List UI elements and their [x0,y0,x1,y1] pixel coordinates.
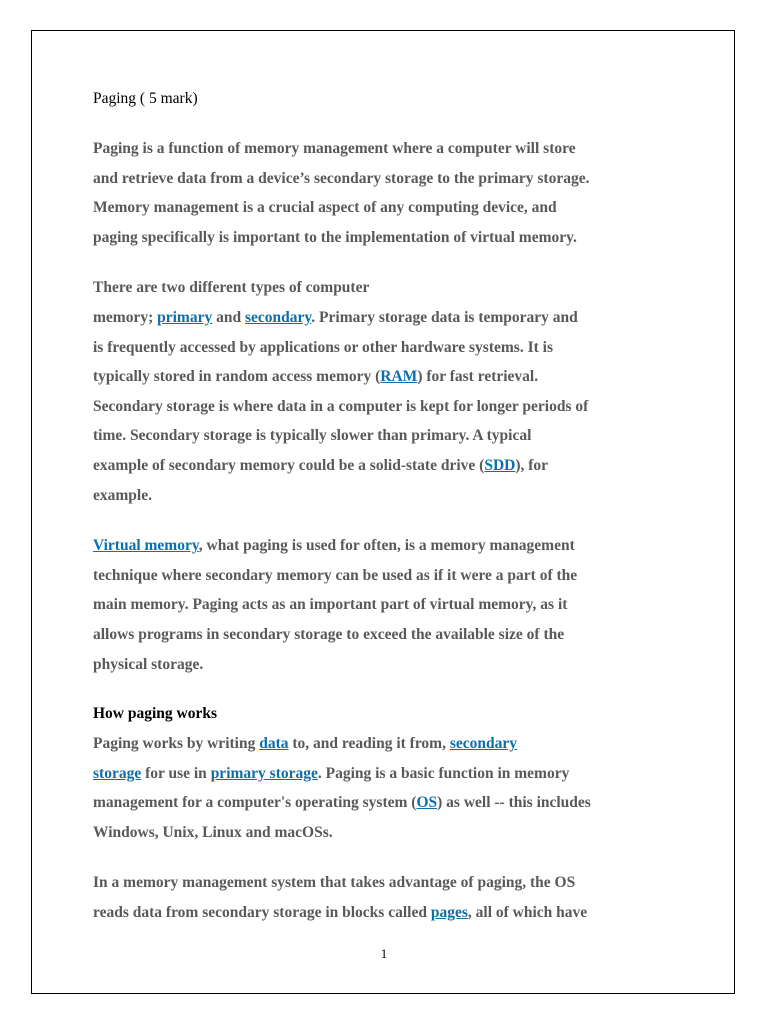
text-line: time. Secondary storage is typically slower than primary. A typical [93,427,532,445]
text-line: Paging works by writing data to, and reading it from, secondary [93,735,518,753]
paragraph-virtual-memory [93,531,683,679]
text-line: example of secondary memory could be a solid-state drive (SDD), for [93,456,549,474]
text-line: typically stored in random access memory (RAM) for fast retrieval. [93,368,539,386]
text-line: There are two different types of computer [93,279,370,297]
text-line: allows programs in secondary storage to exceed the available size of the [93,625,565,643]
text-line: Secondary storage is where data in a computer is kept for longer periods of [93,397,589,415]
text-line: In a memory management system that takes advantage of paging, the OS [93,874,576,892]
text-line: memory; primary and secondary. Primary storage data is temporary and [93,308,578,326]
link-secondary-storage[interactable]: secondary [449,735,518,753]
text-line: main memory. Paging acts as an important part of virtual memory, as it [93,596,568,614]
text-line: technique where secondary memory can be used as if it were a part of the [93,566,578,584]
text-line: Windows, Unix, Linux and macOSs. [93,823,333,841]
paragraph-memory-types [93,273,683,510]
link-ram[interactable]: RAM [380,368,418,386]
paragraph-pages [93,868,683,927]
text-line: Memory management is a crucial aspect of any computing device, and [93,199,557,217]
section-heading: How paging works [93,705,218,723]
text-line: example. [93,486,152,504]
link-secondary[interactable]: secondary [244,308,312,326]
link-sdd[interactable]: SDD [484,456,516,474]
link-pages[interactable]: pages [430,904,468,922]
text-line: is frequently accessed by applications or other hardware systems. It is [93,338,553,356]
text-line: physical storage. [93,655,204,673]
link-os[interactable]: OS [416,794,438,812]
text-line: reads data from secondary storage in blocks called pages, all of which have [93,904,588,922]
document-body [93,84,683,928]
link-primary[interactable]: primary [157,308,213,326]
text-line: Paging is a function of memory management where a computer will store [93,140,576,157]
document-title: Paging ( 5 mark) [93,90,198,107]
link-secondary-storage-cont[interactable]: storage [93,764,142,782]
link-primary-storage[interactable]: primary storage [210,764,318,782]
text-line: management for a computer's operating system (OS) as well -- this includes [93,794,591,812]
link-data[interactable]: data [259,735,289,753]
text-line: and retrieve data from a device’s secondary storage to the primary storage. [93,169,590,187]
paragraph-intro [93,134,683,252]
text-line: Virtual memory, what paging is used for often, is a memory management [93,537,575,555]
link-virtual-memory[interactable]: Virtual memory [93,537,199,555]
text-line: storage for use in primary storage. Paging is a basic function in memory [93,764,570,782]
page-number: 1 [380,946,388,961]
paragraph-how-paging-works [93,729,683,847]
text-line: paging specifically is important to the implementation of virtual memory. [93,228,577,246]
